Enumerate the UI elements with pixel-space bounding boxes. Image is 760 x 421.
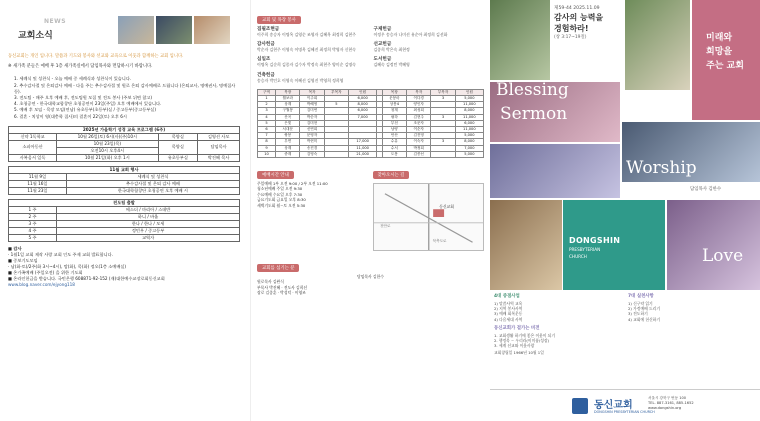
table-cell	[324, 151, 348, 157]
cover-photo	[625, 0, 690, 90]
table-cell: 추수감사절 및 은퇴 감사 예배	[66, 180, 239, 187]
table-cell: 목자	[407, 89, 431, 95]
news-panel	[0, 0, 248, 421]
vision-head: 동신교회가 걸가는 비전	[494, 325, 540, 331]
table-cell: 부천	[382, 120, 406, 126]
vision-item: 2. 행정목 ~ 우리라(이미품/성장)	[494, 338, 550, 344]
table-cell: 구월봉	[276, 108, 300, 114]
table-cell: 3	[431, 114, 455, 120]
table-cell: 김종선	[407, 151, 431, 157]
gratitude-title: ■ 감사	[8, 245, 22, 251]
table-row	[9, 187, 240, 194]
church-emblem-box	[563, 200, 665, 290]
table-cell: 목장	[382, 89, 406, 95]
duty-table	[257, 89, 484, 158]
table-cell: 11월 16일	[9, 180, 67, 187]
table-cell: 청계	[382, 108, 406, 114]
table-cell: 김미연	[300, 108, 324, 114]
table-cell: 은빛	[276, 120, 300, 126]
table-cell	[431, 151, 455, 157]
ministry-text: 박순자 김현주 이영숙 이명옥 김혜진 최정희 박영자 신현숙	[257, 47, 356, 53]
ministry-text: 김혜숙 김정민 박혜영	[373, 62, 410, 68]
table-cell: 김진영	[407, 133, 431, 139]
map-label: 동신교회	[439, 203, 454, 209]
table-cell: 박현미	[300, 139, 324, 145]
ministry-block	[374, 26, 485, 37]
table-cell: 11,000	[455, 102, 483, 108]
table-cell: 10월 23일(목)	[57, 140, 158, 147]
table-cell: 10	[258, 151, 276, 157]
table-cell: 4	[258, 114, 276, 120]
footer-church-name: 동신교회	[594, 400, 633, 411]
table-cell: 박순자	[300, 114, 324, 120]
table-cell: 8,000	[455, 139, 483, 145]
vision-section	[494, 325, 756, 349]
table-cell: 인원	[455, 89, 483, 95]
table-cell: 조문자	[407, 120, 431, 126]
table-cell: 이다경	[407, 96, 431, 102]
table-cell: 이숙자	[407, 139, 431, 145]
church-name-en: DONGSHIN	[569, 236, 621, 245]
worship-line: 수요예배 수요일 오후 7:30	[257, 191, 303, 197]
ministry-block	[257, 72, 368, 83]
ministry-title: 십일조	[257, 57, 271, 63]
table-cell: 3 주	[9, 220, 57, 227]
table-row	[9, 234, 240, 241]
focus-item: 4) 다음세대 사역	[494, 316, 523, 322]
ministry-block	[374, 56, 485, 67]
table-cell: 한나 / 한나 / 모세	[57, 220, 240, 227]
table-cell: 5,000	[455, 133, 483, 139]
table-cell: 담임목사	[198, 140, 240, 154]
table-row	[9, 180, 240, 187]
news-intro: 동신교회는 개인 입니다. 말씀과 기도와 봉사와 선교와 교육으로 이웃과 함께하는 교회 입니다.	[8, 54, 184, 59]
table-row	[9, 227, 240, 234]
table-cell: 5 주	[9, 234, 57, 241]
table-cell: 11,000	[349, 145, 377, 151]
scripture-ref: (창 3:17~19절)	[554, 35, 587, 40]
worship-line: 새벽기도회 월~토 오전 5:30	[257, 202, 306, 208]
footer-address	[648, 396, 694, 411]
table-cell: 안산	[382, 133, 406, 139]
staff-section	[257, 254, 484, 296]
worship-line: 청소년예배 주일 오전 9:30	[257, 186, 303, 192]
news-item: 2. 추수감사절 및 은퇴감사 예배 - 다음 주는 추수감사절 및 원로 은퇴 감사예배로 드립니다 (은퇴교사, 명예권사, 명예집사 등).	[14, 82, 236, 94]
prayer-title: 전도팀 출발	[9, 199, 240, 206]
news-photo	[118, 16, 154, 44]
ministry-block	[257, 41, 368, 52]
table-cell: 하니 / 바울	[57, 213, 240, 220]
gratitude-item: · 1월1일 교회 제작 사랑 교회 인도 주제 교회 발표합니다.	[8, 251, 113, 257]
table-cell: 수유	[382, 139, 406, 145]
ministry-block	[374, 41, 485, 52]
table-cell: 8,000	[349, 102, 377, 108]
table-cell: 7	[258, 133, 276, 139]
table-cell: 김영숙	[300, 151, 324, 157]
table-cell: 3	[431, 139, 455, 145]
table-cell: 11월 9일	[9, 173, 67, 180]
cover-collage	[490, 0, 760, 290]
table-cell: 중계	[276, 151, 300, 157]
news-title: 교회소식	[18, 31, 53, 41]
table-cell: 6	[258, 127, 276, 133]
worship-section	[257, 161, 369, 251]
news-photo	[156, 16, 192, 44]
staff-head: 교회를 섬기는 분	[257, 264, 299, 272]
table-cell: 3	[431, 96, 455, 102]
table-row	[9, 220, 240, 227]
cover-info	[490, 293, 760, 421]
footer-church-en: DONGSHIN PRESBYTERIAN CHURCH	[594, 410, 655, 414]
table-cell: 박진혜 목사	[198, 154, 240, 161]
table-cell: 11,000	[455, 114, 483, 120]
table-cell: 우면	[276, 139, 300, 145]
table-cell: 산곡	[276, 114, 300, 120]
news-photos	[118, 16, 230, 44]
table-cell: 목자	[300, 89, 324, 95]
table-cell: 남양	[382, 127, 406, 133]
table-cell: 도봉	[382, 151, 406, 157]
slogan-line: 희망을	[706, 47, 733, 57]
table-cell: 상봉4	[382, 102, 406, 108]
ministry-block	[257, 26, 368, 37]
table-cell: 11,000	[455, 127, 483, 133]
ministry-text: 송승자 박인호 이영숙 이혜선 김영진 박영희 정희영	[257, 77, 344, 83]
vision-item: 3. 세계 선교와 이웃사랑	[494, 343, 535, 349]
news-header	[8, 6, 240, 46]
table-cell: 월보라	[276, 96, 300, 102]
ministry-columns	[257, 26, 484, 87]
news-item: 5. 예배 후 모임 - 목장 모임(연남) 유초등부(초등부)실 / 중고등부(중고등부실)	[14, 107, 156, 113]
ministry-block	[257, 56, 368, 67]
events-title: 11월 교회 행사	[9, 166, 240, 173]
table-cell: 10월 26일(토) 6시(사)(주)10시	[57, 133, 158, 140]
table-cell: 목장	[276, 89, 300, 95]
table-cell: 2 주	[9, 213, 57, 220]
table-cell: 박정희	[407, 145, 431, 151]
church-logo-icon	[572, 398, 588, 414]
worship-line: 주일예배 1부 오전 9:00 / 2부 오전 11:00	[257, 181, 328, 187]
table-cell: 6,000	[349, 108, 377, 114]
info-columns	[257, 161, 484, 251]
footer	[490, 389, 760, 421]
table-cell: 운봉마	[382, 96, 406, 102]
staff-line: 원로목사 김완식	[257, 279, 284, 285]
program-table	[8, 126, 240, 162]
gratitude-item: ■ 중보기도모임	[8, 257, 38, 263]
news-photo	[194, 16, 230, 44]
ministry-title: 구제헌금	[373, 27, 392, 32]
cover-word: Worship	[626, 158, 697, 178]
table-cell: 박혜영	[300, 102, 324, 108]
worship-head: 예배시간 안내	[257, 171, 294, 179]
table-cell: 구역	[258, 89, 276, 95]
table-cell: 5	[258, 120, 276, 126]
cover-photo	[490, 144, 620, 198]
focus-item: 1) 말씀사역 교육	[494, 301, 523, 306]
program-title: 2025년 가을학기 성경 교육 프로그램 (6주)	[9, 126, 240, 133]
table-cell: 2	[258, 102, 276, 108]
map-label: 천안로	[380, 223, 391, 228]
table-cell: 최성희	[407, 108, 431, 114]
phone-line: TEL. 887-3161, 885-1652	[648, 401, 694, 405]
table-cell: 김영선 사모	[198, 133, 240, 140]
slogan-line: 미래와	[706, 33, 733, 43]
cover-word: Love	[702, 246, 744, 266]
table-cell: 서대문	[276, 127, 300, 133]
table-row	[9, 154, 240, 161]
ministry-text: 이주희 송승자 이명옥 김영순 조영자 김혜옥 최정희 김현주	[257, 32, 356, 37]
table-cell: 7,000	[455, 145, 483, 151]
ministry-title: 집필조현금	[257, 27, 280, 32]
ministry-head: 교회 및 목장 봉사	[257, 16, 301, 24]
blog-link[interactable]: www.blog.naver.com/ejyong118	[8, 281, 75, 287]
table-row	[258, 151, 484, 157]
sermon-title-line1: 감사의 능력을	[554, 13, 604, 22]
ministry-panel	[250, 0, 488, 421]
table-cell: 17,000	[349, 139, 377, 145]
table-row	[9, 206, 240, 213]
table-cell: 김미현	[300, 120, 324, 126]
slogan-box	[692, 0, 760, 120]
table-cell: 목양실	[158, 133, 198, 140]
gratitude-section	[8, 246, 240, 288]
table-cell: 1 주	[9, 206, 57, 213]
news-label: NEWS	[44, 18, 67, 25]
worship-line: 금요기도회 금요일 오후 8:30	[257, 197, 306, 203]
ministry-title: 도서헌금	[373, 57, 392, 63]
cover-photo	[667, 200, 760, 290]
table-cell: 오전10시 오후4시	[57, 147, 158, 154]
church-sub: PRESBYTERIAN	[569, 247, 601, 252]
staff-line: 담임목사 김한수	[357, 274, 384, 280]
gratitude-item: · 남(화·토)/2주(화 3시~4시), 맘(화), 목(화) 정오(1층 소예배실)	[8, 263, 127, 269]
bulletin-number: 제59-44 2025.11.09	[554, 6, 600, 11]
table-row	[9, 213, 240, 220]
ministry-text: 이정우 송승자 나미선 유순아 최정희 김선화	[373, 32, 448, 37]
table-cell: 정민우 / 중고등부	[57, 227, 240, 234]
vision-item: 1. 교회생활 하기에 좋은 이웃이 되기	[494, 332, 556, 338]
table-cell: 한국대학합창단 초청공연 오후 예배 시	[66, 187, 239, 194]
table-cell: 소피아동산	[9, 140, 57, 154]
cover-word: Sermon	[500, 104, 568, 124]
sermon-title-line2: 경험하라!	[554, 24, 589, 33]
cover-photo	[490, 0, 550, 80]
table-cell: 이주희	[300, 96, 324, 102]
table-cell: 9	[258, 145, 276, 151]
table-row	[9, 133, 240, 140]
ministry-text: 김종희 박은숙 최현정	[373, 47, 410, 53]
founding-date: 교회창립일 1966년 10월 1일	[494, 350, 544, 356]
table-cell: 목양실	[158, 140, 198, 154]
pastor-name: 담임목사 김한수	[690, 187, 722, 192]
table-cell: 수서	[382, 145, 406, 151]
staff-line: 부목사 박진혜 · 전도사 김희선	[257, 284, 308, 290]
table-row	[9, 140, 240, 147]
table-cell: 상계	[276, 102, 300, 108]
table-cell: 6,000	[455, 120, 483, 126]
table-cell: 양인자	[407, 102, 431, 108]
staff-line: 장로 김종훈 · 박성덕 · 이영조	[257, 290, 306, 296]
gratitude-item: ■ 온라인헌금을 받습니다. 국민은행 608871-92-152 (재)대한예수교장로회동신교회	[8, 275, 165, 281]
church-sub: CHURCH	[569, 254, 587, 259]
table-cell: 부목자	[324, 89, 348, 95]
table-cell: 사복음서 일독	[9, 154, 57, 161]
ministry-title: 감사헌금	[257, 42, 275, 48]
table-cell: 5,000	[455, 96, 483, 102]
table-cell: 에스더 / 마리아 / 스데반	[57, 206, 240, 213]
table-cell: 김현주	[407, 114, 431, 120]
focus-head: 4대 중점사업	[494, 294, 520, 299]
cover-word: Blessing	[496, 80, 569, 100]
ministry-title: 건축헌금	[257, 72, 275, 78]
table-cell: 문영자	[300, 133, 324, 139]
map-image	[373, 183, 485, 251]
table-cell: 5	[324, 102, 348, 108]
table-cell: 부목자	[431, 89, 455, 95]
table-cell: 21,000	[349, 151, 377, 157]
table-cell: 11월 23일	[9, 187, 67, 194]
table-cell: 6,000	[349, 96, 377, 102]
table-row	[9, 173, 240, 180]
table-cell: 유초등부실	[158, 154, 198, 161]
ministry-title: 선교헌금	[373, 42, 392, 48]
table-cell: 5,000	[455, 151, 483, 157]
map-section	[373, 161, 485, 251]
ministry-text: 이명옥 김순희 김종자 김수자 박정숙 최현주 양미순 김명숙	[257, 62, 356, 68]
table-cell: 1	[258, 96, 276, 102]
practice-item: 3) 전도하기	[628, 311, 648, 317]
table-cell: 세례식 및 성찬식	[66, 173, 239, 180]
gratitude-item: ■ 온가족예배 (주일오전) 을 위한 기도회	[8, 269, 83, 275]
slogan-line: 주는 교회	[706, 61, 744, 71]
table-cell: 송진경	[300, 145, 324, 151]
cover-photo	[490, 200, 562, 290]
table-cell: 10월 21일(화) 오후 1시	[57, 154, 158, 161]
table-cell: 신연희	[300, 127, 324, 133]
news-item: 1. 세례식 및 성찬식 - 오늘 예배 중 세례식과 성찬식이 있습니다.	[14, 76, 132, 82]
news-item: 4. 초청공연 - 한국대학교합창단 초청공연이 23일(주일) 오후 예배에서 있습니다.	[14, 101, 162, 107]
table-cell: 인원	[349, 89, 377, 95]
website-link[interactable]: www.dongshin.org	[648, 406, 682, 410]
events-table	[8, 166, 240, 195]
focus-item: 3) 예배 회복운동	[494, 311, 523, 317]
table-cell: 필하	[382, 114, 406, 120]
practice-item: 4) 교회에 헌신하기	[628, 316, 660, 322]
news-item: 3. 전도팀 - 매주 오후 예배 후, 전도팀원 모집 및 전도 봉사 (주보 뒤면 참고)	[14, 95, 152, 101]
table-cell: 3	[258, 108, 276, 114]
prayer-table	[8, 199, 240, 242]
map-head: 찾아오시는 길	[373, 171, 410, 179]
table-cell: 이순자	[407, 127, 431, 133]
practice-item: 2) 가정예배 드리기	[628, 306, 660, 312]
table-cell: 7,000	[349, 114, 377, 120]
news-list	[8, 76, 240, 119]
address-line: 서울시 강북구 번동 100	[648, 396, 687, 400]
news-notice: ※ 새가족 분들은 예배 후 1층 새가족실에서 담임목사와 면담하시기 바랍니다.	[8, 64, 153, 70]
table-cell: 신약 1독학교	[9, 133, 57, 140]
table-cell: 쌍봉	[276, 133, 300, 139]
cover-info-columns	[494, 293, 756, 322]
table-cell: 4 주	[9, 227, 57, 234]
focus-item: 2) 지역 봉사사역	[494, 306, 523, 312]
table-cell: 교역자	[57, 234, 240, 241]
table-cell: 8	[258, 139, 276, 145]
cover-panel	[490, 0, 760, 421]
table-cell: 상계	[276, 145, 300, 151]
practice-head: 7대 실천사항	[628, 294, 654, 299]
news-item: 6. 결혼 - 치상이 영(대충학 집사)의 결혼이 22일(토) 오후 6시	[14, 113, 127, 119]
practice-item: 1) 신구약 읽기	[628, 301, 653, 306]
table-cell: 8,000	[455, 108, 483, 114]
map-label: 북측도로	[432, 239, 447, 244]
